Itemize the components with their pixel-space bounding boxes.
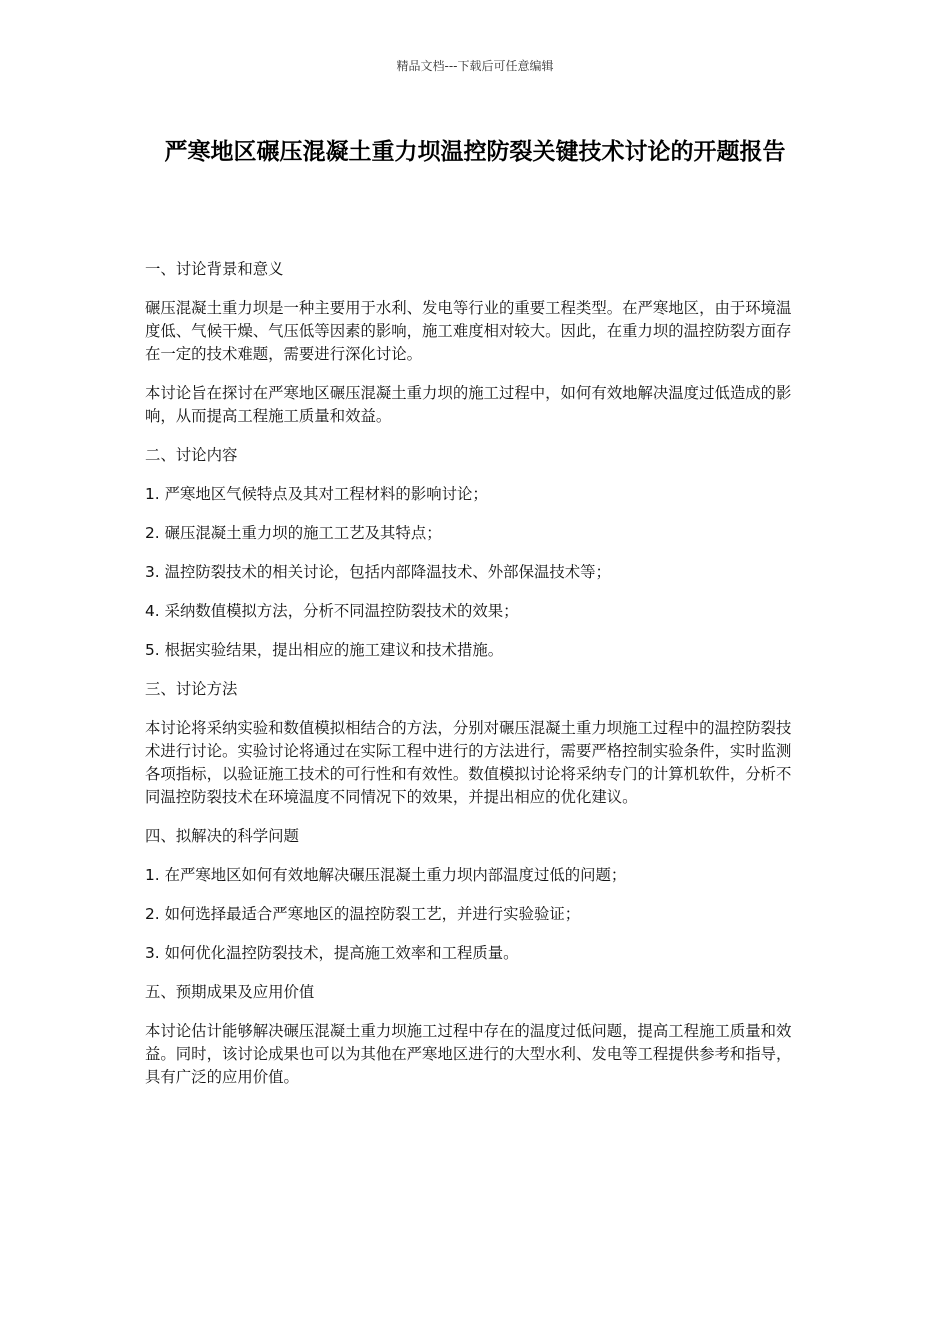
section-heading-problems: 四、拟解决的科学问题 [145, 827, 299, 845]
list-item: 5. 根据实验结果，提出相应的施工建议和技术措施。 [145, 641, 504, 659]
page-header-note: 精品文档---下载后可任意编辑 [396, 59, 554, 73]
list-item: 2. 碾压混凝土重力坝的施工工艺及其特点； [145, 524, 442, 542]
list-item: 1. 在严寒地区如何有效地解决碾压混凝土重力坝内部温度过低的问题； [145, 866, 627, 884]
document-body [145, 258, 801, 1105]
paragraph: 本讨论估计能够解决碾压混凝土重力坝施工过程中存在的温度过低问题，提高工程施工质量和效益。同时，该讨论成果也可以为其他在严寒地区进行的大型水利、发电等工程提供参考和指导，具有广泛的应用价值。 [145, 1022, 792, 1086]
list-item: 4. 采纳数值模拟方法，分析不同温控防裂技术的效果； [145, 602, 519, 620]
paragraph: 本讨论将采纳实验和数值模拟相结合的方法，分别对碾压混凝土重力坝施工过程中的温控防裂技术进行讨论。实验讨论将通过在实际工程中进行的方法进行，需要严格控制实验条件，实时监测各项指标，以验证施工技术的可行性和有效性。数值模拟讨论将采纳专门的计算机软件，分析不同温控防裂技术在环境温度不同情况下的效果，并提出相应的优化建议。 [145, 719, 792, 806]
paragraph: 本讨论旨在探讨在严寒地区碾压混凝土重力坝的施工过程中，如何有效地解决温度过低造成的影响，从而提高工程施工质量和效益。 [145, 384, 792, 425]
list-item: 3. 温控防裂技术的相关讨论，包括内部降温技术、外部保温技术等； [145, 563, 611, 581]
section-heading-method: 三、讨论方法 [145, 680, 238, 698]
list-item: 2. 如何选择最适合严寒地区的温控防裂工艺，并进行实验验证； [145, 905, 581, 923]
section-heading-outcomes: 五、预期成果及应用价值 [145, 983, 315, 1001]
section-heading-background: 一、讨论背景和意义 [145, 260, 284, 278]
section-heading-content: 二、讨论内容 [145, 446, 238, 464]
list-item: 3. 如何优化温控防裂技术，提高施工效率和工程质量。 [145, 944, 519, 962]
list-item: 1. 严寒地区气候特点及其对工程材料的影响讨论； [145, 485, 488, 503]
paragraph: 碾压混凝土重力坝是一种主要用于水利、发电等行业的重要工程类型。在严寒地区，由于环境温度低、气候干燥、气压低等因素的影响，施工难度相对较大。因此，在重力坝的温控防裂方面存在一定的技术难题，需要进行深化讨论。 [145, 299, 792, 363]
document-title: 严寒地区碾压混凝土重力坝温控防裂关键技术讨论的开题报告 [164, 139, 786, 165]
